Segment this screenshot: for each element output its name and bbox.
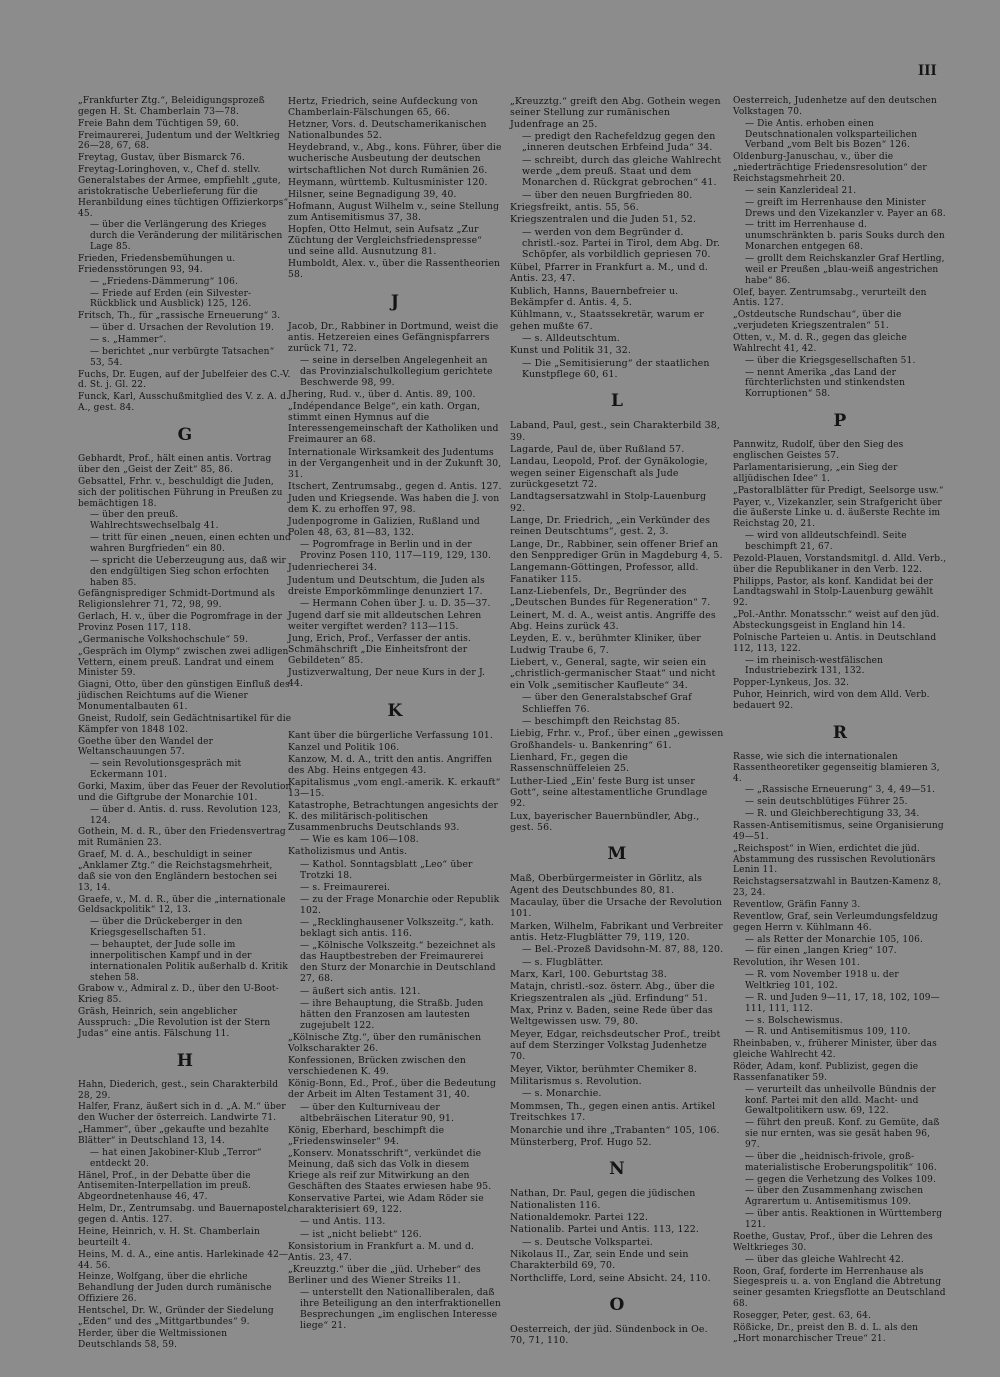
index-entry: Hänel, Prof., in der Debatte über die Antisemiten-Interpellation im preuß. Abgeordnetenhause 46, 47.: [78, 1170, 252, 1203]
index-entry: Rassen-Antisemitismus, seine Organisierung 49—51.: [733, 820, 944, 842]
index-entry: Nathan, Dr. Paul, gegen die jüdischen Nationalisten 116.: [510, 1188, 696, 1211]
index-entry: — Friede auf Erden (ein Silvester-Rückblick und Ausblick) 125, 126.: [90, 288, 252, 310]
index-entry: — über den preuß. Wahlrechtswechselbalg 41.: [90, 510, 219, 532]
section-letter-heading: G: [177, 425, 193, 446]
index-entry: Maß, Oberbürgermeister in Görlitz, als Agent des Deutschbundes 80, 81.: [510, 873, 703, 896]
index-entry: — Pogromfrage in Berlin und in der Provinz Posen 110, 117—119, 129, 130.: [300, 539, 492, 562]
index-entry: — über das gleiche Wahlrecht 42.: [745, 1254, 904, 1265]
index-entry: Herder, über die Weltmissionen Deutschlands 58, 59.: [78, 1328, 228, 1350]
index-entry: Jhering, Rud. v., über d. Antis. 89, 100.: [288, 389, 476, 401]
index-entry: Fritsch, Th., für „rassische Erneuerung“ 3.: [78, 311, 281, 322]
index-entry: Rheinbaben, v., früherer Minister, über das gleiche Wahlrecht 42.: [733, 1039, 937, 1061]
index-entry: Liebig, Frhr. v., Prof., über einen „gewissen Großhandels- u. Bankenring“ 61.: [510, 728, 724, 751]
index-entry: Hertz, Friedrich, seine Aufdeckung von Chamberlain-Fälschungen 65, 66.: [288, 96, 478, 119]
section-letter-heading: L: [610, 391, 624, 412]
index-entry: — führt den preuß. Konf. zu Gemüte, daß sie nur ernten, was sie gesät haben 96, 97.: [745, 1118, 940, 1151]
index-entry: Funck, Karl, Ausschußmitglied des V. z. A. d. A., gest. 84.: [78, 392, 289, 414]
section-letter-heading: R: [832, 722, 848, 743]
index-entry: — s. Flugblätter.: [522, 956, 604, 968]
index-entry: Rößicke, Dr., preist den B. d. L. als den „Hort monarchischer Treue“ 21.: [733, 1322, 919, 1344]
page-number: III: [918, 62, 937, 79]
index-entry: Rosegger, Peter, gest. 63, 64.: [733, 1310, 872, 1321]
section-letter-heading: M: [607, 844, 627, 865]
index-entry: Macaulay, über die Ursache der Revolution 101.: [510, 896, 723, 920]
index-entry: — ihre Behauptung, die Straßb. Juden hätten den Franzosen am lautesten zugejubelt 122.: [300, 997, 484, 1031]
index-entry: Gebsattel, Frhr. v., beschuldigt die Juden, sich der politischen Führung in Preußen zu bemächtigen 18.: [78, 476, 283, 509]
index-entry: Konservative Partei, wie Adam Röder sie charakterisiert 69, 122.: [288, 1193, 484, 1216]
index-entry: Hopfen, Otto Helmut, sein Aufsatz „Zur Züchtung der Vergleichsfriedenspresse“ und seine alld. Ausnutzung 81.: [288, 224, 483, 258]
index-entry: Heinze, Wolfgang, über die ehrliche Behandlung der Juden durch rumänische Offiziere 26.: [78, 1272, 272, 1305]
index-entry: — als Retter der Monarchie 105, 106.: [745, 934, 923, 945]
index-entry: — verurteilt das unheilvolle Bündnis der konf. Partei mit den alld. Macht- und Gewaltpolitikern usw. 69, 122.: [745, 1084, 936, 1117]
index-entry: — Bel.-Prozeß Davidsohn-M. 87, 88, 120.: [522, 944, 724, 956]
index-entry: Kriegszentralen und die Juden 51, 52.: [510, 214, 697, 226]
index-entry: Hentschel, Dr. W., Gründer der Siedelung „Eden“ und des „Mittgartbundes“ 9.: [78, 1305, 274, 1327]
index-entry: — grollt dem Reichskanzler Graf Hertling, weil er Preußen „blau-weiß angestrichen habe“ 86.: [745, 254, 945, 286]
index-entry: Oesterreich, der jüd. Sündenbock in Oe. 70, 71, 110.: [510, 1323, 708, 1347]
index-entry: Lange, Dr. Friedrich, „ein Verkünder des reinen Deutschtums“, gest. 2, 3.: [510, 515, 711, 538]
index-entry: Kunst und Politik 31, 32.: [510, 345, 632, 357]
index-entry: Freimaurerei, Judentum und der Weltkrieg 26—28, 67, 68.: [78, 130, 280, 152]
index-entry: Lanz-Liebenfels, Dr., Begründer des „Deutschen Bundes für Regeneration“ 7.: [510, 586, 711, 609]
index-entry: Hahn, Diederich, gest., sein Charakterbild 28, 29.: [78, 1079, 279, 1101]
index-entry: — werden von dem Begründer d. christl.-soz. Partei in Tirol, dem Abg. Dr. Schöpfer, als vorbildlich gepriesen 70.: [522, 226, 720, 261]
index-entry: — gegen die Verhetzung des Volkes 109.: [745, 1174, 937, 1185]
index-entry: — beschimpft den Reichstag 85.: [522, 715, 681, 727]
index-entry: Nikolaus II., Zar, sein Ende und sein Charakterbild 69, 70.: [510, 1248, 689, 1272]
index-entry: Revolution, ihr Wesen 101.: [733, 958, 860, 969]
index-entry: Gerlach, H. v., über die Pogromfrage in der Provinz Posen 117, 118.: [78, 612, 283, 633]
index-entry: Frieden, Friedensbemühungen u. Friedensstörungen 93, 94.: [78, 254, 236, 275]
index-entry: Juden und Kriegsende. Was haben die J. von dem K. zu erhoffen 97, 98.: [288, 492, 500, 515]
index-entry: Judentum und Deutschtum, die Juden als dreiste Emporkömmlinge denunziert 17.: [288, 574, 485, 597]
index-entry: Hilsner, seine Begnadigung 39, 40.: [288, 188, 457, 200]
index-entry: — s. Alldeutschtum.: [522, 332, 620, 344]
index-entry: Reichstagsersatzwahl in Bautzen-Kamenz 8, 23, 24.: [733, 877, 942, 899]
index-entry: „Pastoralblätter für Predigt, Seelsorge usw.“: [733, 485, 944, 496]
index-entry: — ist „nicht beliebt“ 126.: [300, 1228, 422, 1240]
index-entry: Gräsh, Heinrich, sein angeblicher Ausspruch: „Die Revolution ist der Stern Judas“ eine antis. Fälschung 11.: [78, 1007, 271, 1039]
index-entry: König-Bonn, Ed., Prof., über die Bedeutung der Arbeit im Alten Testament 31, 40.: [288, 1078, 497, 1101]
index-entry: „Kreuzztg.“ greift den Abg. Gothein wegen seiner Stellung zur rumänischen Judenfrage an 25.: [510, 96, 721, 130]
index-entry: — s. Freimaurerei.: [300, 881, 391, 893]
index-entry: Pannwitz, Rudolf, über den Sieg des englischen Geistes 57.: [733, 440, 904, 462]
index-entry: Parlamentarisierung, „ein Sieg der alljüdischen Idee“ 1.: [733, 462, 898, 484]
index-entry: Katholizismus und Antis.: [288, 846, 408, 858]
index-entry: „Konserv. Monatsschrift“, verkündet die Meinung, daß sich das Volk in diesem Kriege als reif zur Mitwirkung an den Geschäften des Staates erwiesen habe 95.: [288, 1147, 492, 1193]
index-column-3: [510, 96, 724, 1348]
index-entry: — über antis. Reaktionen in Württemberg 121.: [745, 1209, 943, 1231]
index-entry: Gneist, Rudolf, sein Gedächtnisartikel für die Kämpfer von 1848 102.: [78, 713, 292, 735]
index-entry: König, Eberhard, beschimpft die „Friedenswinseler“ 94.: [288, 1124, 445, 1147]
section-letter-heading: P: [833, 411, 847, 432]
index-entry: — über den Kulturniveau der altbebräischen Literatur 90, 91.: [300, 1101, 455, 1124]
index-entry: Goethe über den Wandel der Weltanschauungen 57.: [78, 736, 214, 758]
index-entry: Heine, Heinrich, v. H. St. Chamberlain beurteilt 4.: [78, 1226, 260, 1248]
index-entry: — unterstellt den Nationalliberalen, daß ihre Beteiligung an den interfraktionellen Besprechungen „im englischen Interesse liege“ 21.: [300, 1287, 501, 1332]
index-entry: Helm, Dr., Zentrumsabg. und Bauernapostel, gegen d. Antis. 127.: [78, 1204, 290, 1226]
section-letter-heading: O: [609, 1294, 625, 1315]
index-entry: — s. Monarchie.: [522, 1088, 602, 1100]
index-entry: — über d. Ursachen der Revolution 19.: [90, 323, 275, 334]
index-entry: — sein Kanzlerideal 21.: [745, 185, 857, 196]
index-entry: Lagarde, Paul de, über Rußland 57.: [510, 443, 685, 455]
index-entry: — Kathol. Sonntagsblatt „Leo“ über Trotzki 18.: [300, 858, 473, 881]
index-entry: Nationaldemokr. Partei 122.: [510, 1211, 649, 1223]
index-entry: — für einen „langen Krieg“ 107.: [745, 946, 897, 957]
index-column-2: [288, 96, 502, 1332]
index-entry: — Hermann Cohen über J. u. D. 35—37.: [300, 597, 491, 609]
index-entry: Roethe, Gustav, Prof., über die Lehren des Weltkrieges 30.: [733, 1231, 933, 1253]
index-entry: Lienhard, Fr., gegen die Rassenschnüffeleien 25.: [510, 751, 630, 775]
index-entry: Graefe, v., M. d. R., über die „internationale Geldsackpolitik“ 12, 13.: [78, 894, 286, 916]
index-entry: Meyer, Viktor, berühmter Chemiker 8.: [510, 1063, 697, 1075]
index-entry: Langemann-Göttingen, Professor, alld. Fanatiker 115.: [510, 562, 699, 585]
index-entry: Jung, Erich, Prof., Verfasser der antis. Schmähschrift „Die Einheitsfront der Gebildeten“ 85.: [288, 633, 472, 667]
index-entry: Landau, Leopold, Prof. der Gynäkologie, wegen seiner Eigenschaft als Jude zurückgesetzt 72.: [510, 456, 708, 490]
index-entry: Militarismus s. Revolution.: [510, 1076, 642, 1088]
index-entry: Lange, Dr., Rabbiner, sein offener Brief an den Senpprediger Grün in Magdeburg 4, 5.: [510, 538, 723, 562]
index-entry: Reventlow, Graf, sein Verleumdungsfeldzug gegen Herrn v. Kühlmann 46.: [733, 911, 938, 933]
index-entry: Konfessionen, Brücken zwischen den verschiedenen K. 49.: [288, 1055, 466, 1078]
index-column-1: [78, 96, 292, 1351]
index-entry: — über den Generalstabschef Graf Schlieffen 76.: [522, 692, 692, 715]
index-entry: Landtagsersatzwahl in Stolp-Lauenburg 92.: [510, 491, 707, 514]
index-entry: Gebhardt, Prof., hält einen antis. Vortrag über den „Geist der Zeit“ 85, 86.: [78, 454, 272, 475]
index-entry: „Ostdeutsche Rundschau“, über die „verjudeten Kriegszentralen“ 51.: [733, 310, 902, 332]
index-entry: — tritt für einen „neuen, einen echten und wahren Burgfrieden“ ein 80.: [90, 533, 291, 554]
index-entry: — über den Zusammenhang zwischen Agrarertum u. Antisemitismus 109.: [745, 1186, 924, 1208]
index-entry: Oesterreich, Judenhetze auf den deutschen Volkstagen 70.: [733, 96, 937, 117]
index-entry: Jugend darf sie mit alldeutschen Lehren weiter vergiftet werden? 113—115.: [288, 609, 482, 632]
index-entry: — Wie es kam 106—108.: [300, 834, 419, 846]
index-entry: — „Rassische Erneuerung“ 3, 4, 49—51.: [745, 785, 936, 796]
index-entry: Kanzel und Politik 106.: [288, 741, 400, 753]
index-entry: Olef, bayer. Zentrumsabg., verurteilt den Antis. 127.: [733, 287, 927, 309]
index-entry: — schreibt, durch das gleiche Wahlrecht werde „dem preuß. Staat und dem Monarchen d. Rückgrat gebrochen“ 41.: [522, 154, 722, 189]
index-entry: — über die Verlängerung des Krieges durch die Veränderung der militärischen Lage 85.: [90, 220, 283, 253]
index-entry: — spricht die Ueberzeugung aus, daß wir den endgültigen Sieg schon erfochten haben 85.: [90, 555, 286, 588]
index-entry: Freytag-Loringhoven, v., Chef d. stellv. Generalstabes der Armee, empfiehlt „gute, aristokratische Ueberlieferung für die Heranbildung eines tüchtigen Offizierkorps“ 45.: [78, 165, 289, 219]
index-entry: — R. vom November 1918 u. der Weltkrieg 101, 102.: [745, 970, 899, 992]
index-entry: Marken, Wilhelm, Fabrikant und Verbreiter antis. Hetz-Flugblätter 79, 119, 120.: [510, 920, 723, 943]
index-entry: Gefängnisprediger Schmidt-Dortmund als Religionslehrer 71, 72, 98, 99.: [78, 589, 276, 611]
index-entry: — s. Bolschewismus.: [745, 1015, 843, 1026]
section-letter-heading: K: [387, 700, 403, 721]
index-entry: „Frankfurter Ztg.“, Beleidigungsprozeß gegen H. St. Chamberlain 73—78.: [78, 96, 265, 117]
index-entry: Rasse, wie sich die internationalen Rassentheoretiker gegenseitig blamieren 3, 4.: [733, 751, 940, 784]
index-entry: Meyer, Edgar, reichsdeutscher Prof., treibt auf dem Sterzinger Volkstag Judenhetze 70.: [510, 1028, 721, 1063]
index-entry: — berichtet „nur verbürgte Tatsachen“ 53, 54.: [90, 346, 275, 368]
index-entry: — R. und Gleichberechtigung 33, 34.: [745, 809, 920, 820]
index-entry: Puhor, Heinrich, wird von dem Alld. Verb. bedauert 92.: [733, 690, 930, 711]
index-entry: Judenriecherei 34.: [288, 562, 378, 574]
index-entry: „Indépendance Belge“, ein kath. Organ, stimmt einen Hymnus auf die Interessengemeinschaft der Katholiken und Freimaurer an 68.: [288, 401, 499, 446]
index-entry: Freie Bahn dem Tüchtigen 59, 60.: [78, 118, 240, 129]
index-entry: — über d. Antis. d. russ. Revolution 123, 124.: [90, 804, 282, 826]
index-entry: — R. und Antisemitismus 109, 110.: [745, 1027, 911, 1038]
section-letter-heading: N: [609, 1159, 625, 1180]
index-entry: Laband, Paul, gest., sein Charakterbild 38, 39.: [510, 420, 721, 443]
index-entry: Pezold-Plauen, Vorstandsmitgl. d. Alld. Verb., über die Republikaner in den Verb. 122.: [733, 553, 947, 575]
index-entry: — tritt im Herrenhause d. unumschränkten b. paris Souks durch den Monarchen entgegen 68.: [745, 220, 945, 253]
index-entry: Leyden, E. v., berühmter Kliniker, über Ludwig Traube 6, 7.: [510, 633, 701, 656]
index-entry: Giagni, Otto, über den günstigen Einfluß des jüdischen Reichtums auf die Wiener Monumentalbauten 61.: [78, 680, 290, 712]
index-entry: Roon, Graf, forderte im Herrenhause als Siegespreis u. a. von England die Abtretung seiner gesamten Kriegsflotte an Deutschland 68.: [733, 1266, 946, 1310]
index-entry: — über die Drückeberger in den Kriegsgesellschaften 51.: [90, 917, 243, 939]
index-entry: Otten, v., M. d. R., gegen das gleiche Wahlrecht 41, 42.: [733, 333, 907, 354]
index-entry: Nationalib. Partei und Antis. 113, 122.: [510, 1224, 700, 1236]
index-entry: — im rheinisch-westfälischen Industriebezirk 131, 132.: [745, 655, 884, 677]
index-entry: Oldenburg-Januschau, v., über die „niederträchtige Friedensresolution“ der Reichstagsmehrheit 20.: [733, 152, 927, 185]
index-entry: Kriegsfreikt, antis. 55, 56.: [510, 202, 639, 214]
index-entry: — s. „Hammer“.: [90, 335, 167, 346]
index-entry: — Die Antis. erhoben einen Deutschnationalen volksparteilichen Verband „vom Belt bis Bozen“ 126.: [745, 118, 918, 151]
index-entry: „Gespräch im Olymp“ zwischen zwei adligen Vettern, einem preuß. Landrat und einem Minister 59.: [78, 646, 289, 679]
index-entry: Justizverwaltung, Der neue Kurs in der J. 44.: [288, 667, 486, 690]
index-entry: — und Antis. 113.: [300, 1216, 386, 1228]
index-entry: „Reichspost“ in Wien, erdichtet die jüd. Abstammung des russischen Revolutionärs Lenin 11.: [733, 843, 936, 876]
index-entry: Liebert, v., General, sagte, wir seien ein „christlich-germanischer Staat“ und nicht ein Volk „semitischer Kaufleute“ 34.: [510, 657, 716, 691]
index-entry: Marx, Karl, 100. Geburtstag 38.: [510, 969, 667, 981]
index-entry: Payer, v., Vizekanzler, sein Strafgericht über die äußerste Linke u. d. äußerste Rechte im Reichstag 20, 21.: [733, 497, 942, 530]
index-entry: Kant über die bürgerliche Verfassung 101.: [288, 729, 493, 741]
index-entry: — nennt Amerika „das Land der fürchterlichsten und stinkendsten Korruptionen“ 58.: [745, 367, 906, 400]
index-entry: — „Friedens-Dämmerung“ 106.: [90, 276, 239, 287]
index-entry: Kanzow, M. d. A., tritt den antis. Angriffen des Abg. Heins entgegen 43.: [288, 753, 493, 776]
index-entry: Internationale Wirksamkeit des Judentums in der Vergangenheit und in der Zukunft 30, 31.: [288, 446, 502, 480]
section-letter-heading: J: [390, 291, 400, 312]
index-entry: Lux, bayerischer Bauernbündler, Abg., gest. 56.: [510, 810, 700, 833]
index-entry: „Kölnische Ztg.“, über den rumänischen Volkscharakter 26.: [288, 1031, 482, 1055]
index-column-4: [733, 96, 947, 1346]
index-entry: — behauptet, der Jude solle im innerpolitischen Kampf und in der internationalen Politik außerhalb d. Kritik stehen 58.: [90, 940, 288, 983]
index-entry: Gothein, M. d. R., über den Friedensvertrag mit Rumänien 23.: [78, 827, 286, 849]
index-entry: — hat einen Jakobiner-Klub „Terror“ entdeckt 20.: [90, 1147, 262, 1169]
index-entry: — Die „Semitisierung“ der staatlichen Kunstpflege 60, 61.: [522, 357, 710, 380]
index-entry: — über den neuen Burgfrieden 80.: [522, 189, 693, 201]
index-entry: Katastrophe, Betrachtungen angesichts der K. des militärisch-politischen Zusammenbruchs Deutschlands 93.: [288, 800, 499, 834]
index-entry: Münsterberg, Prof. Hugo 52.: [510, 1136, 652, 1148]
index-entry: Kapitalismus „vom engl.-amerik. K. erkauft“ 13—15.: [288, 776, 501, 799]
index-entry: Leinert, M. d. A., weist antis. Angriffe des Abg. Heins zurück 43.: [510, 609, 716, 633]
index-entry: Luther-Lied „Ein' feste Burg ist unser Gott“, seine altestamentliche Grundlage 92.: [510, 775, 708, 810]
section-letter-heading: H: [176, 1050, 194, 1071]
index-entry: Polnische Parteien u. Antis. in Deutschland 112, 113, 122.: [733, 632, 937, 654]
index-entry: — über die Kriegsgesellschaften 51.: [745, 355, 916, 366]
index-entry: Heins, M. d. A., eine antis. Harlekinade 42—44. 56.: [78, 1249, 289, 1271]
index-entry: — sein Revolutionsgespräch mit Eckermann 101.: [90, 759, 242, 781]
index-entry: Mommsen, Th., gegen einen antis. Artikel Treitschkes 17.: [510, 1100, 716, 1124]
index-entry: Popper-Lynkeus, Jos. 32.: [733, 678, 850, 689]
index-entry: Hofmann, August Wilhelm v., seine Stellung zum Antisemitismus 37, 38.: [288, 200, 500, 223]
index-entry: — sein deutschblütiges Führer 25.: [745, 797, 908, 808]
index-entry: Röder, Adam, konf. Publizist, gegen die Rassenfanatiker 59.: [733, 1062, 919, 1083]
index-entry: „Kreuzztg.“ über die „jüd. Urheber“ des Berliner und des Wiener Streiks 11.: [288, 1263, 481, 1286]
index-entry: Grabow v., Admiral z. D., über den U-Boot-Krieg 85.: [78, 984, 279, 1006]
index-entry: Monarchie und ihre „Trabanten“ 105, 106.: [510, 1124, 720, 1136]
index-entry: — greift im Herrenhause den Minister Drews und den Vizekanzler v. Payer an 68.: [745, 197, 946, 219]
index-entry: — über die „heidnisch-frivole, groß-materialistische Eroberungspolitik“ 106.: [745, 1151, 937, 1173]
index-entry: — „Kölnische Volkszeitg.“ bezeichnet als das Hauptbestreben der Freimaurerei den Sturz der Monarchie in Deutschland 27, 68.: [300, 940, 496, 985]
index-entry: — wird von alldeutschfeindl. Seite beschimpft 21, 67.: [745, 531, 907, 552]
index-entry: „Pol.-Anthr. Monatsschr.“ weist auf den jüd. Absteckungsgeist in England hin 14.: [733, 610, 940, 631]
index-entry: Itschert, Zentrumsabg., gegen d. Antis. 127.: [288, 480, 502, 492]
index-entry: Philipps, Pastor, als konf. Kandidat bei der Landtagswahl in Stolp-Lauenburg gewählt 92.: [733, 576, 934, 609]
index-entry: Heymann, württemb. Kultusminister 120.: [288, 176, 488, 188]
index-entry: Freytag, Gustav, über Bismarck 76.: [78, 153, 245, 164]
index-entry: — äußert sich antis. 121.: [300, 985, 421, 997]
index-entry: Heydebrand, v., Abg., kons. Führer, über die wucherische Ausbeutung der deutschen wirtschaftlichen Not durch Rumänien 26.: [288, 142, 502, 176]
index-entry: Kublich, Hanns, Bauernbefreier u. Bekämpfer d. Antis. 4, 5.: [510, 285, 679, 308]
index-entry: Kühlmann, v., Staatssekretär, warum er gehen mußte 67.: [510, 309, 705, 332]
index-entry: Kübel, Pfarrer in Frankfurt a. M., und d. Antis. 23, 47.: [510, 261, 709, 285]
index-entry: Graef, M. d. A., beschuldigt in seiner „Anklamer Ztg.“ die Reichstagsmehrheit, daß sie von den Engländern bestochen sei 13, 14.: [78, 850, 278, 893]
index-entry: — predigt den Rachefeldzug gegen den „inneren deutschen Erbfeind Juda“ 34.: [522, 131, 716, 154]
index-entry: Halfer, Franz, äußert sich in d. „A. M.“ über den Wucher der österreich. Landwirte 71.: [78, 1102, 286, 1124]
index-entry: — s. Deutsche Volkspartei.: [522, 1236, 653, 1248]
index-entry: — zu der Frage Monarchie oder Republik 102.: [300, 893, 500, 916]
index-entry: „Hammer“, über „gekaufte und bezahlte Blätter“ in Deutschland 13, 14.: [78, 1125, 270, 1147]
index-entry: Matajn, christl.-soz. österr. Abg., über die Kriegszentralen als „jüd. Erfindung“ 51.: [510, 981, 715, 1004]
index-entry: Fuchs, Dr. Eugen, auf der Jubelfeier des C.-V. d. St. j. Gl. 22.: [78, 369, 291, 391]
index-entry: Hetzner, Vors. d. Deutschamerikanischen Nationalbundes 52.: [288, 119, 487, 142]
index-entry: Northcliffe, Lord, seine Absicht. 24, 110.: [510, 1272, 711, 1284]
index-entry: Judenpogrome in Galizien, Rußland und Polen 48, 63, 81—83, 132.: [288, 516, 480, 539]
index-entry: Jacob, Dr., Rabbiner in Dortmund, weist die antis. Hetzereien eines Gefängnispfarrers zurück 71, 72.: [288, 320, 499, 354]
index-entry: — „Recklinghausener Volkszeitg.“, kath. beklagt sich antis. 116.: [300, 917, 494, 940]
index-entry: Humboldt, Alex. v., über die Rassentheorien 58.: [288, 258, 501, 281]
index-entry: Max, Prinz v. Baden, seine Rede über das Weltgewissen usw. 79, 80.: [510, 1005, 713, 1028]
index-entry: Konsistorium in Frankfurt a. M. und d. Antis. 23, 47.: [288, 1240, 475, 1263]
index-entry: — seine in derselben Angelegenheit an das Provinzialschulkollegium gerichtete Beschwerde 98, 99.: [300, 354, 493, 388]
index-entry: Gorki, Maxim, über das Feuer der Revolution und die Giftgrube der Monarchie 101.: [78, 781, 292, 803]
index-entry: „Germanische Volkshochschule“ 59.: [78, 634, 248, 645]
index-entry: — R. und Juden 9—11, 17, 18, 102, 109—111, 111, 112.: [745, 992, 940, 1014]
index-entry: Reventlow, Gräfin Fanny 3.: [733, 900, 861, 910]
